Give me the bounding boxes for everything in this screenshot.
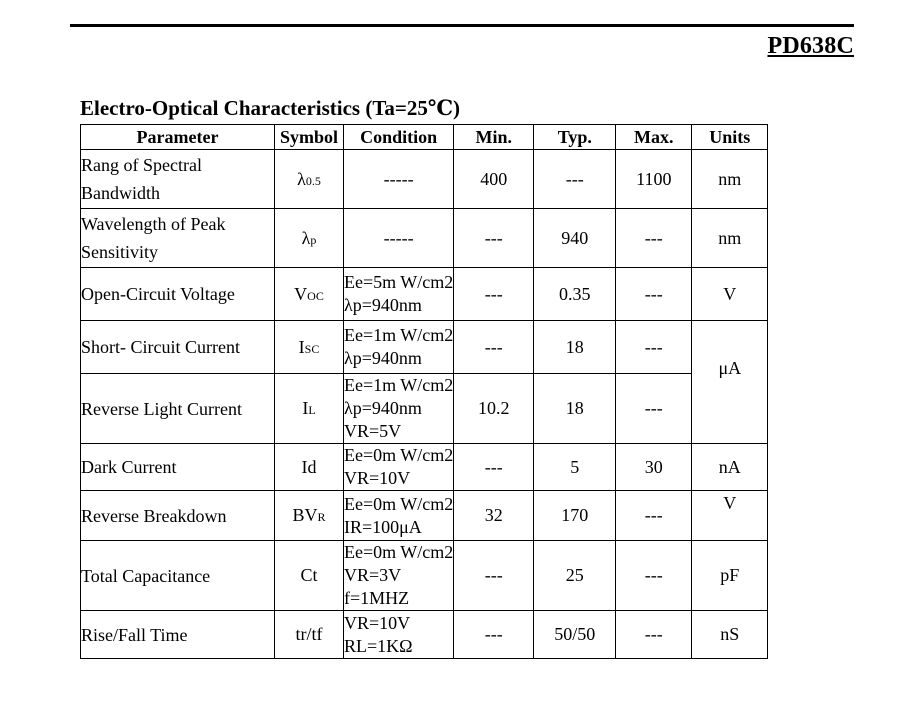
table-row — [81, 321, 768, 374]
parameter-cell: Reverse Light Current — [81, 374, 275, 444]
symbol-cell: ISC — [275, 321, 344, 374]
section-title: Electro-Optical Characteristics (Ta=25℃) — [80, 96, 461, 120]
parameter-cell: Short- Circuit Current — [81, 321, 275, 374]
column-header: Condition — [344, 125, 454, 150]
symbol-cell: VOC — [275, 268, 344, 321]
symbol-cell: Id — [275, 444, 344, 491]
column-header: Symbol — [275, 125, 344, 150]
min-cell: --- — [454, 268, 534, 321]
table-row — [81, 444, 768, 491]
typ-cell: 170 — [534, 491, 616, 541]
table-row — [81, 374, 768, 444]
max-cell: --- — [616, 491, 692, 541]
table-row — [81, 150, 768, 209]
symbol-cell: BVR — [275, 491, 344, 541]
parameter-cell: Rise/Fall Time — [81, 611, 275, 659]
typ-cell: --- — [534, 150, 616, 209]
unit-cell: nm — [692, 150, 768, 209]
condition-cell: Ee=0m W/cm2 VR=3V f=1MHZ — [344, 541, 454, 611]
typ-cell: 5 — [534, 444, 616, 491]
parameter-cell: Open-Circuit Voltage — [81, 268, 275, 321]
table-row — [81, 209, 768, 268]
typ-cell: 0.35 — [534, 268, 616, 321]
condition-cell: Ee=5m W/cm2 λp=940nm — [344, 268, 454, 321]
unit-cell: V — [692, 268, 768, 321]
typ-cell: 18 — [534, 321, 616, 374]
symbol-cell: tr/tf — [275, 611, 344, 659]
unit-cell: nm — [692, 209, 768, 268]
parameter-cell: Dark Current — [81, 444, 275, 491]
condition-cell: Ee=0m W/cm2 IR=100μA — [344, 491, 454, 541]
max-cell: --- — [616, 611, 692, 659]
table-row — [81, 268, 768, 321]
parameter-cell: Rang of Spectral Bandwidth — [81, 150, 275, 209]
column-header: Units — [692, 125, 768, 150]
max-cell: 1100 — [616, 150, 692, 209]
typ-cell: 940 — [534, 209, 616, 268]
characteristics-table — [80, 124, 768, 659]
typ-cell: 18 — [534, 374, 616, 444]
column-header: Parameter — [81, 125, 275, 150]
table-row — [81, 491, 768, 541]
min-cell: --- — [454, 444, 534, 491]
min-cell: --- — [454, 209, 534, 268]
min-cell: --- — [454, 321, 534, 374]
parameter-cell: Reverse Breakdown — [81, 491, 275, 541]
typ-cell: 50/50 — [534, 611, 616, 659]
symbol-cell: IL — [275, 374, 344, 444]
column-header: Min. — [454, 125, 534, 150]
condition-cell: VR=10V RL=1KΩ — [344, 611, 454, 659]
max-cell: --- — [616, 541, 692, 611]
unit-cell: nA — [692, 444, 768, 491]
symbol-cell: Ct — [275, 541, 344, 611]
min-cell: --- — [454, 541, 534, 611]
unit-cell: μA — [692, 321, 768, 444]
condition-cell: Ee=1m W/cm2 λp=940nm VR=5V — [344, 374, 454, 444]
table-row — [81, 611, 768, 659]
max-cell: --- — [616, 321, 692, 374]
condition-cell: Ee=1m W/cm2 λp=940nm — [344, 321, 454, 374]
min-cell: 400 — [454, 150, 534, 209]
min-cell: --- — [454, 611, 534, 659]
table-row — [81, 541, 768, 611]
unit-cell: V — [692, 491, 768, 541]
min-cell: 32 — [454, 491, 534, 541]
parameter-cell: Total Capacitance — [81, 541, 275, 611]
max-cell: --- — [616, 268, 692, 321]
part-number: PD638C — [767, 33, 854, 59]
symbol-cell: λp — [275, 209, 344, 268]
unit-cell: pF — [692, 541, 768, 611]
unit-cell: nS — [692, 611, 768, 659]
column-header: Max. — [616, 125, 692, 150]
condition-cell: ----- — [344, 209, 454, 268]
min-cell: 10.2 — [454, 374, 534, 444]
condition-cell: Ee=0m W/cm2 VR=10V — [344, 444, 454, 491]
column-header: Typ. — [534, 125, 616, 150]
max-cell: 30 — [616, 444, 692, 491]
typ-cell: 25 — [534, 541, 616, 611]
table-header-row — [81, 125, 768, 150]
symbol-cell: λ0.5 — [275, 150, 344, 209]
header-rule — [70, 24, 854, 27]
condition-cell: ----- — [344, 150, 454, 209]
max-cell: --- — [616, 209, 692, 268]
parameter-cell: Wavelength of Peak Sensitivity — [81, 209, 275, 268]
max-cell: --- — [616, 374, 692, 444]
